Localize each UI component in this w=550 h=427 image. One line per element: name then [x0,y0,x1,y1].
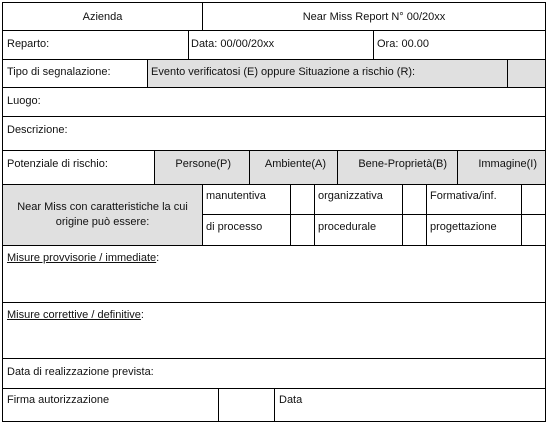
report-type-label-cell [2,59,148,88]
near-miss-form [2,2,546,422]
temp-measures-cell[interactable] [2,245,546,303]
origin-option-design [426,214,522,246]
origin-label: Near Miss con caratteristiche la cui origine può essere: [17,201,188,228]
date-label: Data: 00/00/20xx [191,38,275,50]
report-type-label: Tipo di segnalazione: [7,66,111,78]
risk-option-property-label: Bene-Proprietà(B) [358,158,447,170]
authorization-date-cell[interactable] [274,388,546,422]
report-type-question: Evento verificatosi (E) oppure Situazione a rischio (R): [151,66,416,78]
origin-option-procedural [314,214,403,246]
corrective-measures-label: Misure correttive / definitive: [7,309,144,321]
origin-option-process [202,214,291,246]
report-title: Near Miss Report N° 00/20xx [302,10,446,23]
origin-checkbox-training[interactable] [521,184,546,215]
risk-option-property[interactable] [337,150,458,185]
risk-option-people[interactable] [154,150,250,185]
origin-option-procedural-label: procedurale [318,221,377,233]
report-type-question-cell [147,59,508,88]
department-label: Reparto: [7,38,50,50]
signature-box[interactable] [218,388,275,422]
company-label: Azienda [82,10,123,23]
origin-checkbox-process[interactable] [290,214,315,246]
time-cell[interactable] [373,30,546,60]
risk-option-image[interactable] [457,150,546,185]
report-type-answer-box[interactable] [507,59,546,88]
signature-label: Firma autorizzazione [7,394,110,406]
origin-option-organizational-label: organizzativa [318,190,383,202]
report-title-cell [202,2,546,31]
description-cell[interactable] [2,116,546,151]
origin-option-maintenance [202,184,291,215]
authorization-date-label: Data [279,394,303,406]
risk-label: Potenziale di rischio: [7,158,108,170]
risk-option-environment-label: Ambiente(A) [264,158,326,170]
place-cell[interactable] [2,87,546,117]
risk-option-environment[interactable] [249,150,338,185]
origin-checkbox-procedural[interactable] [402,214,427,246]
company-cell [2,2,203,31]
origin-label-cell [2,184,203,246]
origin-option-maintenance-label: manutentiva [206,190,266,202]
planned-date-label: Data di realizzazione prevista: [7,366,154,378]
risk-label-cell [2,150,155,185]
corrective-measures-cell[interactable] [2,302,546,359]
planned-date-cell[interactable] [2,358,546,389]
origin-option-training [426,184,522,215]
place-label: Luogo: [7,95,41,107]
origin-checkbox-design[interactable] [521,214,546,246]
origin-option-design-label: progettazione [430,221,497,233]
department-cell[interactable] [2,30,189,60]
description-label: Descrizione: [7,124,68,136]
origin-checkbox-maintenance[interactable] [290,184,315,215]
origin-checkbox-organizational[interactable] [402,184,427,215]
temp-measures-label: Misure provvisorie / immediate: [7,252,160,264]
time-label: Ora: 00.00 [377,38,429,50]
date-cell[interactable] [188,30,374,60]
origin-option-organizational [314,184,403,215]
origin-option-training-label: Formativa/inf. [430,190,497,202]
origin-option-process-label: di processo [206,221,263,233]
risk-option-image-label: Immagine(I) [478,158,537,170]
risk-option-people-label: Persone(P) [175,158,231,170]
signature-cell[interactable] [2,388,219,422]
